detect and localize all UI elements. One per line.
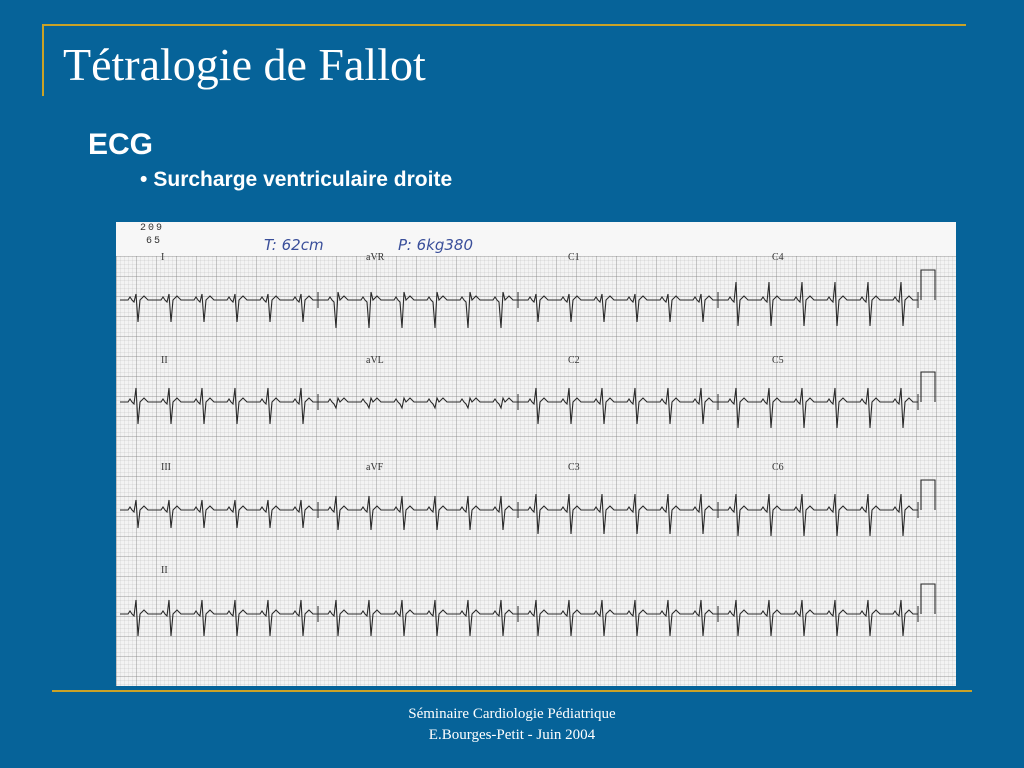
ecg-trace-row-2 <box>120 388 918 428</box>
ecg-header-number: 209 <box>140 223 165 234</box>
lead-label: C6 <box>772 462 784 473</box>
lead-label: II <box>161 355 168 366</box>
lead-label: C2 <box>568 355 580 366</box>
lead-label: C1 <box>568 252 580 263</box>
lead-label: III <box>161 462 171 473</box>
ecg-trace-row-3 <box>120 494 918 536</box>
lead-label: C3 <box>568 462 580 473</box>
handwritten-note: P: 6kg380 <box>398 236 473 254</box>
calibration-pulse <box>921 480 935 510</box>
ecg-traces <box>116 222 956 686</box>
ecg-trace-row-1 <box>120 282 918 328</box>
footer-rule-decoration <box>52 690 972 692</box>
bullet-dot: • <box>140 168 148 191</box>
calibration-pulse <box>921 270 935 300</box>
lead-label: I <box>161 252 165 263</box>
lead-label: aVR <box>366 252 385 263</box>
lead-label: II <box>161 565 168 576</box>
lead-label: C4 <box>772 252 784 263</box>
lead-label: C5 <box>772 355 784 366</box>
calibration-pulse <box>921 372 935 402</box>
lead-label: aVF <box>366 462 384 473</box>
ecg-trace-row-4 <box>120 600 918 636</box>
handwritten-note: T: 62cm <box>264 236 324 254</box>
slide-title: Tétralogie de Fallot <box>63 39 426 90</box>
bullet-item <box>140 168 452 192</box>
footer-seminar: Séminaire Cardiologie Pédiatrique <box>408 706 616 722</box>
lead-label: aVL <box>366 355 384 366</box>
footer-author-date: E.Bourges-Petit - Juin 2004 <box>428 727 596 743</box>
bullet-text: Surcharge ventriculaire droite <box>153 168 453 191</box>
ecg-heading: ECG <box>88 128 154 161</box>
calibration-pulse <box>921 584 935 614</box>
ecg-tracing-image <box>116 222 956 686</box>
ecg-header-number: 65 <box>146 236 163 247</box>
